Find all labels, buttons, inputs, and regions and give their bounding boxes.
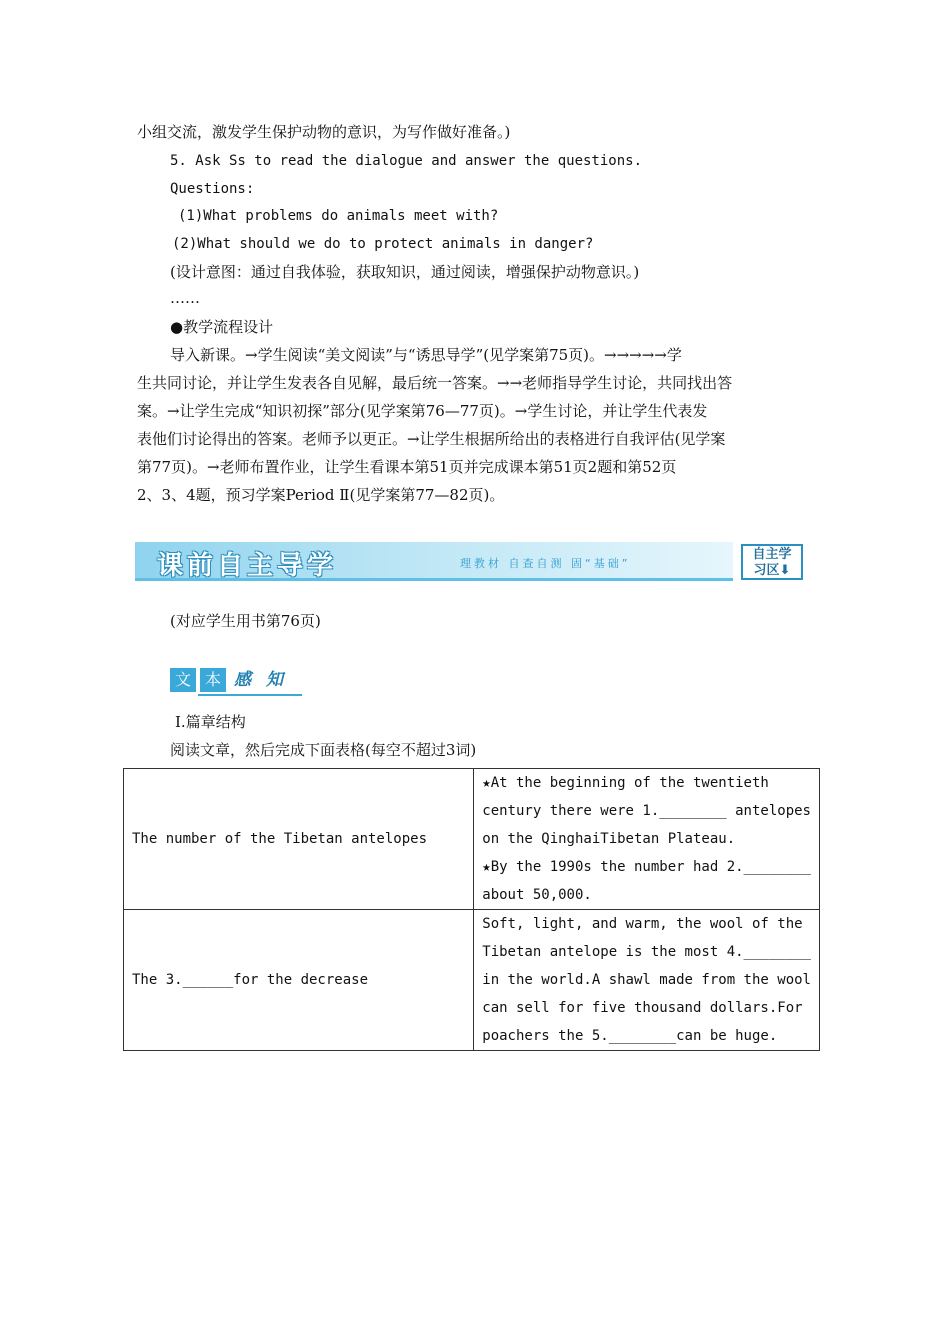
ellipsis: ……: [170, 289, 200, 307]
banner-badge: [741, 544, 803, 580]
banner-title: 课前自主导学: [157, 551, 338, 581]
flow-line-6: 2、3、4题，预习学案Period Ⅱ(见学案第77—82页)。: [137, 486, 505, 504]
table-cell-label: The number of the Tibetan antelopes: [124, 769, 474, 910]
flow-heading: ●教学流程设计: [170, 318, 274, 336]
section-instruction: 阅读文章，然后完成下面表格(每空不超过3词): [170, 741, 477, 759]
tag-char-2: 本: [200, 668, 226, 692]
tag-char-1: 文: [170, 668, 196, 692]
cell-line: about 50,000.: [482, 887, 592, 903]
cell-line: Tibetan antelope is the most 4.________: [482, 944, 811, 960]
tag-char-4: 知: [266, 670, 283, 690]
table-cell-label: The 3.______for the decrease: [124, 910, 474, 1051]
section-title: Ⅰ.篇章结构: [175, 713, 246, 731]
questions-label: Questions:: [170, 181, 255, 197]
design-intent: (设计意图：通过自我体验，获取知识，通过阅读，增强保护动物意识。): [170, 263, 640, 281]
table-row: [124, 769, 820, 910]
cell-line: in the world.A shawl made from the wool: [482, 972, 811, 988]
book-reference: (对应学生用书第76页): [170, 612, 321, 630]
table-cell-content: [474, 910, 820, 1051]
intro-line-1: 小组交流，激发学生保护动物的意识，为写作做好准备。): [137, 123, 511, 141]
banner-subtitle: 理教材 自查自测 固“基础”: [460, 557, 631, 570]
intro-line-2: 5. Ask Ss to read the dialogue and answer the questions.: [170, 153, 643, 169]
flow-line-2: 生共同讨论，并让学生发表各自见解，最后统一答案。→→老师指导学生讨论，共同找出答: [137, 374, 733, 392]
tag-char-3: 感: [234, 670, 251, 690]
banner-badge-line-2: 习区⬇: [753, 563, 791, 578]
flow-line-5: 第77页)。→老师布置作业，让学生看课本第51页并完成课本第51页2题和第52页: [137, 458, 677, 476]
section-banner: [135, 542, 807, 582]
flow-line-4: 表他们讨论得出的答案。老师予以更正。→让学生根据所给出的表格进行自我评估(见学案: [137, 430, 726, 448]
cell-line: on the QinghaiTibetan Plateau.: [482, 831, 736, 847]
cell-line: ★At the beginning of the twentieth: [482, 775, 769, 791]
table-row: [124, 910, 820, 1051]
cell-line: poachers the 5.________can be huge.: [482, 1028, 778, 1044]
cell-line: century there were 1.________ antelopes: [482, 803, 811, 819]
table-cell-content: [474, 769, 820, 910]
banner-badge-line-1: 自主学: [752, 547, 792, 562]
cell-line: Soft, light, and warm, the wool of the: [482, 916, 803, 932]
question-2: (2)What should we do to protect animals in danger?: [172, 236, 594, 252]
flow-line-1: 导入新课。→学生阅读“美文阅读”与“诱思导学”(见学案第75页)。→→→→→学: [170, 346, 682, 364]
cell-line: ★By the 1990s the number had 2.________: [482, 859, 811, 875]
tag-underline: [198, 694, 302, 696]
question-1: (1)What problems do animals meet with?: [178, 208, 499, 224]
flow-line-3: 案。→让学生完成“知识初探”部分(见学案第76—77页)。→学生讨论，并让学生代表发: [137, 402, 708, 420]
structure-table: [123, 768, 820, 1051]
cell-line: can sell for five thousand dollars.For: [482, 1000, 803, 1016]
section-tag: [170, 668, 302, 698]
